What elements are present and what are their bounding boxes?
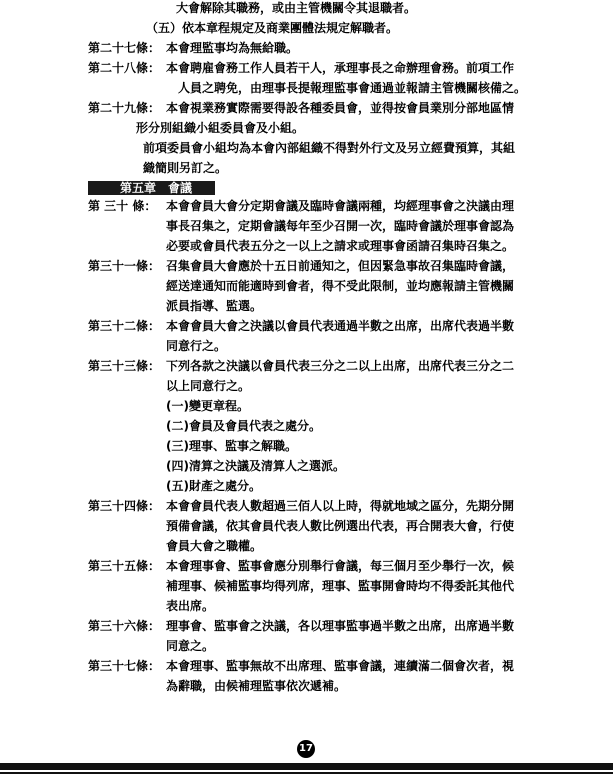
text-line: 會員大會之職權。: [166, 539, 263, 553]
text-line: 補理事、候補監事均得列席，理事、監事開會時均不得委託其他代: [166, 579, 515, 593]
text-line: 理事會、監事會之決議，各以理事監事過半數之出席，出席過半數: [166, 619, 515, 633]
text-line: 同意之。: [166, 639, 215, 653]
text-line: 本會理事會、監事會應分別舉行會議，每三個月至少舉行一次，候: [166, 559, 515, 573]
article-label: 第三十七條：: [88, 659, 161, 673]
text-line: 本會理監事均為無給職。: [166, 41, 299, 55]
text-line: 織簡則另訂之。: [143, 161, 228, 175]
list-item: (五)財產之處分。: [166, 479, 261, 493]
article-label: 第三十一條：: [88, 259, 161, 273]
text-line: 派員指導、監選。: [166, 299, 263, 313]
text-line: 經送達通知而能適時到會者，得不受此限制，並均應報請主管機關: [166, 279, 515, 293]
footer-rule-thin: [0, 772, 613, 774]
text-line: 必要或會員代表五分之一以上之請求或理事會函請召集時召集之。: [166, 239, 515, 253]
article-label: 第三十三條：: [88, 359, 161, 373]
text-line: 本會理事、監事無故不出席理、監事會議，連續滿二個會次者，視: [166, 659, 515, 673]
text-line: 同意行之。: [166, 339, 227, 353]
article-label: 第二十九條：: [88, 101, 161, 115]
article-label: 第 三十 條：: [88, 199, 157, 213]
text-line: 預備會議，依其會員代表人數比例選出代表，再合開表大會，行使: [166, 519, 515, 533]
text-line: 本會會員代表人數超過三佰人以上時，得就地域之區分，先期分開: [166, 499, 515, 513]
text-line: 下列各款之決議以會員代表三分之二以上出席，出席代表三分之二: [166, 359, 515, 373]
page-number: 17: [297, 740, 315, 758]
text-line: 前項委員會小組均為本會內部組織不得對外行文及另立經費預算，其組: [143, 141, 516, 155]
text-line: （五）依本章程規定及商業團體法規定解職者。: [146, 21, 399, 35]
text-line: 本會視業務實際需要得設各種委員會，並得按會員業別分部地區情: [166, 101, 515, 115]
list-item: (四)清算之決議及清算人之選派。: [166, 459, 345, 473]
text-line: 召集會員大會應於十五日前通知之，但因緊急事故召集臨時會議，: [166, 259, 515, 273]
text-line: 表出席。: [166, 599, 215, 613]
text-line: 本會會員大會之決議以會員代表通過半數之出席，出席代表過半數: [166, 319, 515, 333]
text-line: 人員之聘免，由理事長提報理監事會通過並報請主管機關核備之。: [178, 81, 527, 95]
text-line: 形分別組織小組委員會及小組。: [136, 121, 305, 135]
article-label: 第二十八條：: [88, 61, 161, 75]
list-item: (三)理事、監事之解職。: [166, 439, 297, 453]
text-line: 大會解除其職務，或由主管機關令其退職者。: [176, 1, 417, 15]
list-item: (一)變更章程。: [166, 399, 249, 413]
chapter-heading: 第五章 會議: [120, 181, 193, 195]
article-label: 第三十四條：: [88, 499, 161, 513]
article-label: 第二十七條：: [88, 41, 161, 55]
article-label: 第三十五條：: [88, 559, 161, 573]
article-label: 第三十六條：: [88, 619, 161, 633]
text-line: 事長召集之，定期會議每年至少召開一次，臨時會議於理事會認為: [166, 219, 515, 233]
text-line: 本會會員大會分定期會議及臨時會議兩種，均經理事會之決議由理: [166, 199, 515, 213]
text-line: 以上同意行之。: [166, 379, 251, 393]
text-line: 本會聘雇會務工作人員若干人，承理事長之命辦理會務。前項工作: [166, 61, 515, 75]
article-label: 第三十二條：: [88, 319, 161, 333]
list-item: (二)會員及會員代表之處分。: [166, 419, 321, 433]
footer-rule: [0, 763, 613, 770]
text-line: 為辭職，由候補理監事依次遞補。: [166, 679, 347, 693]
